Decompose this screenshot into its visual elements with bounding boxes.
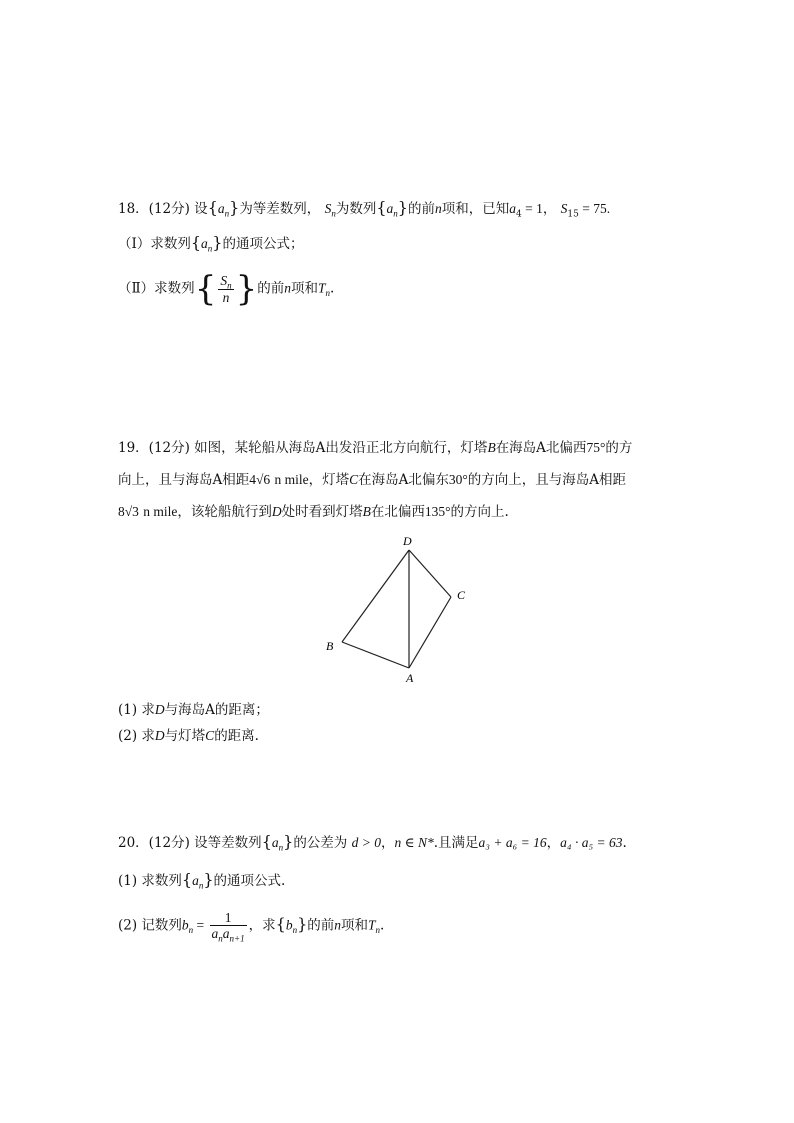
q20-part2: (2) 记数列$b_n$ = $\frac{1}{a_na_{n+1}}$ ，求$\{b_n\}$的前n项和$T_n$. [118,910,385,944]
q18-part1: （Ⅰ）求数列$\{a_n\}$的通项公式； [118,233,304,254]
label-d: D [403,534,412,548]
geometry-figure [318,530,478,690]
segment-ba [342,642,409,668]
q20-part1: (1) 求数列$\{a_n\}$的通项公式. [118,870,286,891]
reciprocal-fraction: $\frac{1}{a_na_{n+1}}$ [211,910,245,944]
q19-part1: (1) 求D与海岛A的距离； [118,702,269,718]
q18-line1: 18．(12分) 设$\{a_n\}$为等差数列， $S_n$为数列$\{a_n\}$的前n项和，已知$a_4 = 1$， $S_{15} = 75$. [118,198,611,220]
label-c: C [457,588,466,602]
q19-line1: 19．(12分) 如图，某轮船从海岛A出发沿正北方向航行，灯塔B在海岛A北偏西75°的方 [118,440,633,456]
q18-part2: （Ⅱ）求数列{ $\frac{S_n}{n}$ }的前n项和$T_n$. [118,269,335,309]
label-a: A [406,671,414,685]
segment-dc [409,550,451,597]
segment-db [342,550,409,642]
q19-part2: (2) 求D与灯塔C的距离. [118,728,259,744]
sn-over-n-fraction: $\frac{S_n}{n}$ [220,273,232,305]
label-b: B [326,639,334,653]
q19-line2: 向上，且与海岛A相距4√6 n mile，灯塔C在海岛A北偏东30°的方向上，且与海岛A相距 [118,472,627,488]
segment-ac [409,597,451,668]
q19-line3: 8√3 n mile，该轮船航行到D处时看到灯塔B在北偏西135°的方向上. [118,504,509,520]
q20-line1: 20．(12分) 设等差数列$\{a_n\}$的公差为 d > 0，n ∈ N*.且满足a₃ + a₆ = 16，a₄ · a₅ = 63. [118,832,627,853]
